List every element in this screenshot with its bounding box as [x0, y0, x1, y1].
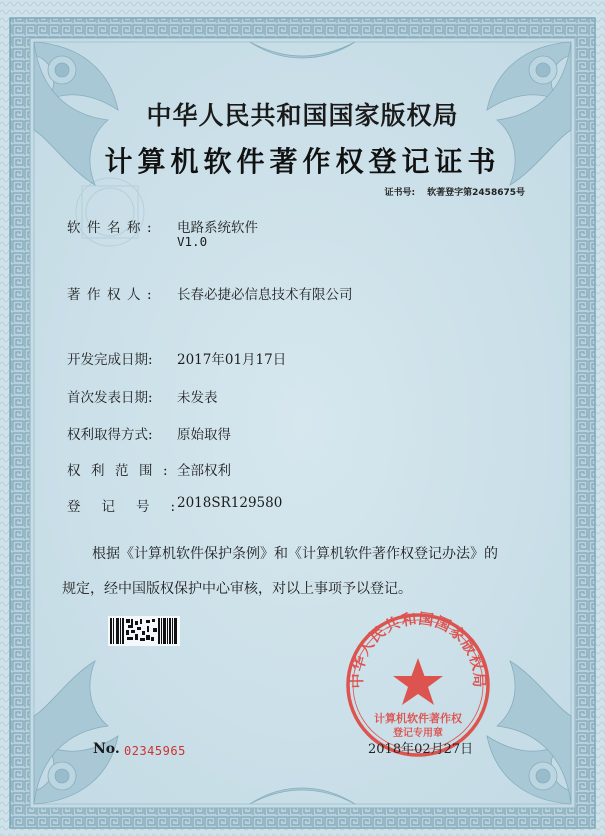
- acquisition-label: 权利取得方式:: [67, 427, 153, 443]
- acquisition-field: [67, 423, 231, 443]
- registration-number-label: 登记号:: [67, 499, 197, 515]
- certificate-number-value: 软著登字第2458675号: [427, 188, 525, 198]
- serial-label: No.: [93, 741, 120, 757]
- software-name-value: 电路系统软件: [177, 220, 258, 236]
- scope-field: [67, 459, 231, 479]
- serial-number: 02345965: [124, 744, 186, 758]
- software-version-value: V1.0: [177, 234, 208, 249]
- certificate-number: [385, 185, 525, 198]
- software-name-label: 软件名称:: [67, 220, 159, 236]
- completion-date-field: [67, 348, 287, 368]
- owner-value: 长春必捷必信息技术有限公司: [177, 287, 353, 303]
- issuer-title: 中华人民共和国国家版权局: [146, 101, 459, 130]
- registration-number-value: 2018SR129580: [177, 495, 283, 511]
- registration-number-field: [67, 495, 283, 515]
- barcode-image: [108, 616, 180, 646]
- seal-center-text-2: 登记专用章: [393, 728, 443, 739]
- seal-center-text-1: 计算机软件著作权: [374, 712, 462, 725]
- seal-ring-text: 中华人民共和国国家版权局: [347, 610, 489, 689]
- publish-date-field: [67, 386, 218, 406]
- certificate-title: 计算机软件著作权登记证书: [104, 145, 501, 178]
- body-paragraph: [62, 537, 548, 607]
- completion-date-label: 开发完成日期:: [67, 352, 153, 368]
- scope-value: 全部权利: [177, 463, 231, 479]
- owner-label: 著作权人:: [67, 287, 159, 303]
- owner-field: [67, 283, 353, 303]
- publish-date-value: 未发表: [177, 390, 218, 406]
- acquisition-value: 原始取得: [177, 427, 231, 443]
- software-name-field: [67, 216, 258, 249]
- completion-date-value: 2017年01月17日: [177, 352, 287, 368]
- body-line-2: 规定，经中国版权保护中心审核，对以上事项予以登记。: [62, 581, 412, 597]
- certificate-number-label: 证书号:: [384, 188, 416, 198]
- issue-date: 2018年02月27日: [368, 742, 474, 757]
- scope-label: 权利范围:: [67, 463, 179, 479]
- body-line-1: 根据《计算机软件保护条例》和《计算机软件著作权登记办法》的: [92, 546, 498, 562]
- publish-date-label: 首次发表日期:: [67, 390, 153, 406]
